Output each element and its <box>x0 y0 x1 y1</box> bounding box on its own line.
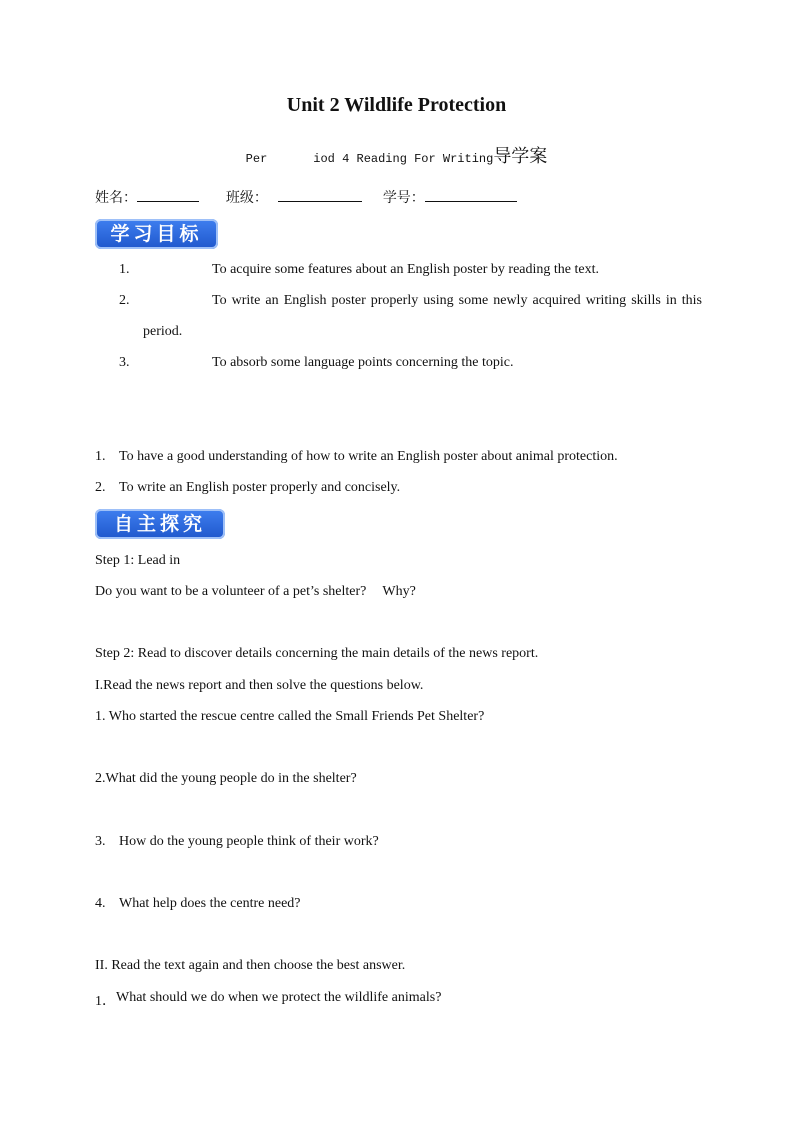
subtitle-part-1: Per <box>245 152 268 166</box>
subtitle-cjk: 导学案 <box>493 146 548 167</box>
step1-question-text: Do you want to be a volunteer of a pet’s shelter? <box>95 584 367 599</box>
objective-2-text: To write an English poster properly using some newly acquired writing skills in this <box>212 293 702 308</box>
objective-3-number: 3. <box>119 355 130 370</box>
class-label: 班级： <box>225 190 268 206</box>
id-label: 学号： <box>382 190 425 206</box>
step1-heading: Step 1: Lead in <box>95 553 181 568</box>
objective-3-text: To absorb some language points concerning the topic. <box>212 355 514 370</box>
step1-question <box>95 584 416 600</box>
objectives-badge: 学习目标 <box>95 219 218 249</box>
objective-1-number: 1. <box>119 262 130 277</box>
objective-2-number: 2. <box>119 293 130 308</box>
class-blank[interactable] <box>278 187 362 202</box>
part1-question-4-number: 4. <box>95 896 106 911</box>
part1-question-4: What help does the centre need? <box>119 896 301 911</box>
key-point-2-number: 2. <box>95 480 106 495</box>
explore-badge: 自主探究 <box>95 509 225 539</box>
subtitle-part-2: iod 4 Reading For Writing <box>313 152 494 166</box>
part1-question-2: 2.What did the young people do in the shelter? <box>95 771 357 786</box>
part1-question-3-number: 3. <box>95 834 106 849</box>
id-blank[interactable] <box>425 187 517 202</box>
part1-heading: I.Read the news report and then solve the questions below. <box>95 678 424 693</box>
part2-heading: II. Read the text again and then choose the best answer. <box>95 958 406 973</box>
step2-heading: Step 2: Read to discover details concerning the main details of the news report. <box>95 646 539 661</box>
key-point-2-text: To write an English poster properly and concisely. <box>119 480 401 495</box>
name-label: 姓名： <box>95 190 137 206</box>
student-info-line <box>95 187 517 207</box>
document-title: Unit 2 Wildlife Protection <box>286 94 507 116</box>
part2-question-1-number: 1． <box>95 994 116 1009</box>
objective-1-text: To acquire some features about an English poster by reading the text. <box>212 262 600 277</box>
step1-why: Why? <box>382 584 416 599</box>
part1-question-3: How do the young people think of their work? <box>119 834 379 849</box>
objective-2-continuation: period. <box>143 324 183 339</box>
key-point-1-text: To have a good understanding of how to write an English poster about animal protection. <box>119 449 618 464</box>
part1-question-1: 1. Who started the rescue centre called the Small Friends Pet Shelter? <box>95 709 485 724</box>
document-subtitle <box>0 142 793 168</box>
part2-question-1: What should we do when we protect the wildlife animals? <box>116 990 442 1005</box>
key-point-1-number: 1. <box>95 449 106 464</box>
name-blank[interactable] <box>137 187 199 202</box>
